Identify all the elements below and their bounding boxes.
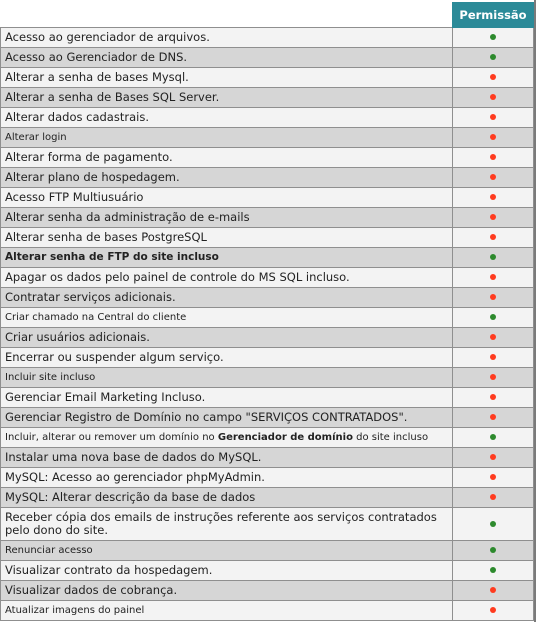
permission-status-cell: [453, 560, 534, 580]
allowed-dot-icon: [490, 434, 496, 440]
table-row: [1, 407, 534, 427]
permission-status-cell: [453, 540, 534, 560]
permission-status-cell: [453, 107, 534, 127]
denied-dot-icon: [490, 607, 496, 613]
table-row: [1, 147, 534, 167]
table-row: [1, 427, 534, 447]
permission-status-cell: [453, 467, 534, 487]
permission-status-cell: [453, 367, 534, 387]
permission-label: MySQL: Acesso ao gerenciador phpMyAdmin.: [1, 467, 453, 487]
permission-label: Apagar os dados pelo painel de controle do MS SQL incluso.: [1, 267, 453, 287]
table-row: [1, 247, 534, 267]
table-row: [1, 580, 534, 600]
table-row: [1, 67, 534, 87]
table-row: [1, 487, 534, 507]
permission-status-cell: [453, 87, 534, 107]
permission-label: Receber cópia dos emails de instruções referente aos serviços contratados pelo dono do site.: [1, 507, 453, 540]
permission-status-cell: [453, 147, 534, 167]
permission-status-cell: [453, 247, 534, 267]
permissions-table: [0, 2, 534, 621]
denied-dot-icon: [490, 394, 496, 400]
denied-dot-icon: [490, 374, 496, 380]
permission-column-header: Permissão: [453, 3, 534, 28]
permission-label: Atualizar imagens do painel: [1, 600, 453, 620]
permission-label: Alterar dados cadastrais.: [1, 107, 453, 127]
table-row: [1, 387, 534, 407]
permission-label: [1, 427, 453, 447]
permission-status-cell: [453, 347, 534, 367]
denied-dot-icon: [490, 294, 496, 300]
denied-dot-icon: [490, 194, 496, 200]
allowed-dot-icon: [490, 34, 496, 40]
permission-label: Alterar login: [1, 127, 453, 147]
table-row: [1, 207, 534, 227]
denied-dot-icon: [490, 354, 496, 360]
table-row: [1, 447, 534, 467]
allowed-dot-icon: [490, 314, 496, 320]
permission-label: Encerrar ou suspender algum serviço.: [1, 347, 453, 367]
permission-label: Alterar plano de hospedagem.: [1, 167, 453, 187]
permission-status-cell: [453, 227, 534, 247]
denied-dot-icon: [490, 74, 496, 80]
table-row: [1, 600, 534, 620]
right-border: [534, 0, 536, 622]
denied-dot-icon: [490, 94, 496, 100]
table-row: [1, 507, 534, 540]
permission-status-cell: [453, 27, 534, 47]
table-row: [1, 267, 534, 287]
allowed-dot-icon: [490, 521, 496, 527]
table-row: [1, 307, 534, 327]
permission-label: Acesso FTP Multiusuário: [1, 187, 453, 207]
denied-dot-icon: [490, 174, 496, 180]
permission-status-cell: [453, 167, 534, 187]
permission-status-cell: [453, 600, 534, 620]
denied-dot-icon: [490, 334, 496, 340]
permission-label: Alterar senha de FTP do site incluso: [1, 247, 453, 267]
permission-label: Alterar a senha de Bases SQL Server.: [1, 87, 453, 107]
permission-status-cell: [453, 447, 534, 467]
permission-label-part: Incluir, alterar ou remover um domínio no: [5, 431, 218, 443]
table-row: [1, 107, 534, 127]
table-row: [1, 127, 534, 147]
table-header-row: [1, 3, 534, 28]
permission-label: Contratar serviços adicionais.: [1, 287, 453, 307]
permission-label: Visualizar contrato da hospedagem.: [1, 560, 453, 580]
permission-label: Acesso ao gerenciador de arquivos.: [1, 27, 453, 47]
table-row: [1, 167, 534, 187]
permission-status-cell: [453, 507, 534, 540]
denied-dot-icon: [490, 494, 496, 500]
allowed-dot-icon: [490, 54, 496, 60]
denied-dot-icon: [490, 414, 496, 420]
table-row: [1, 347, 534, 367]
permission-status-cell: [453, 267, 534, 287]
permission-status-cell: [453, 67, 534, 87]
permission-label: Instalar uma nova base de dados do MySQL.: [1, 447, 453, 467]
table-row: [1, 227, 534, 247]
permission-status-cell: [453, 127, 534, 147]
permission-label: Alterar senha da administração de e-mails: [1, 207, 453, 227]
table-row: [1, 87, 534, 107]
table-row: [1, 287, 534, 307]
permission-label-part: Gerenciador de domínio: [217, 431, 353, 443]
allowed-dot-icon: [490, 254, 496, 260]
permission-status-cell: [453, 327, 534, 347]
permission-label: Gerenciar Registro de Domínio no campo "SERVIÇOS CONTRATADOS".: [1, 407, 453, 427]
permission-status-cell: [453, 307, 534, 327]
table-row: [1, 187, 534, 207]
permission-label: MySQL: Alterar descrição da base de dados: [1, 487, 453, 507]
permission-status-cell: [453, 187, 534, 207]
denied-dot-icon: [490, 454, 496, 460]
allowed-dot-icon: [490, 547, 496, 553]
permission-status-cell: [453, 287, 534, 307]
denied-dot-icon: [490, 274, 496, 280]
permissions-table-body: [1, 27, 534, 620]
permission-status-cell: [453, 407, 534, 427]
denied-dot-icon: [490, 587, 496, 593]
table-row: [1, 467, 534, 487]
denied-dot-icon: [490, 114, 496, 120]
permission-label-part: do site incluso: [352, 431, 429, 443]
permission-label: Incluir site incluso: [1, 367, 453, 387]
table-row: [1, 560, 534, 580]
denied-dot-icon: [490, 214, 496, 220]
header-blank-cell: [1, 3, 453, 28]
table-row: [1, 540, 534, 560]
permission-status-cell: [453, 47, 534, 67]
permission-label: Renunciar acesso: [1, 540, 453, 560]
denied-dot-icon: [490, 134, 496, 140]
permission-label: Gerenciar Email Marketing Incluso.: [1, 387, 453, 407]
permission-status-cell: [453, 487, 534, 507]
permission-label: Alterar a senha de bases Mysql.: [1, 67, 453, 87]
permission-label: Alterar senha de bases PostgreSQL: [1, 227, 453, 247]
permission-status-cell: [453, 580, 534, 600]
table-row: [1, 367, 534, 387]
allowed-dot-icon: [490, 567, 496, 573]
permission-status-cell: [453, 387, 534, 407]
table-row: [1, 327, 534, 347]
permission-label: Alterar forma de pagamento.: [1, 147, 453, 167]
denied-dot-icon: [490, 154, 496, 160]
permission-label: Criar usuários adicionais.: [1, 327, 453, 347]
permission-status-cell: [453, 207, 534, 227]
denied-dot-icon: [490, 234, 496, 240]
table-row: [1, 47, 534, 67]
permission-label: Acesso ao Gerenciador de DNS.: [1, 47, 453, 67]
permission-label: Criar chamado na Central do cliente: [1, 307, 453, 327]
permission-label: Visualizar dados de cobrança.: [1, 580, 453, 600]
table-row: [1, 27, 534, 47]
permission-status-cell: [453, 427, 534, 447]
denied-dot-icon: [490, 474, 496, 480]
